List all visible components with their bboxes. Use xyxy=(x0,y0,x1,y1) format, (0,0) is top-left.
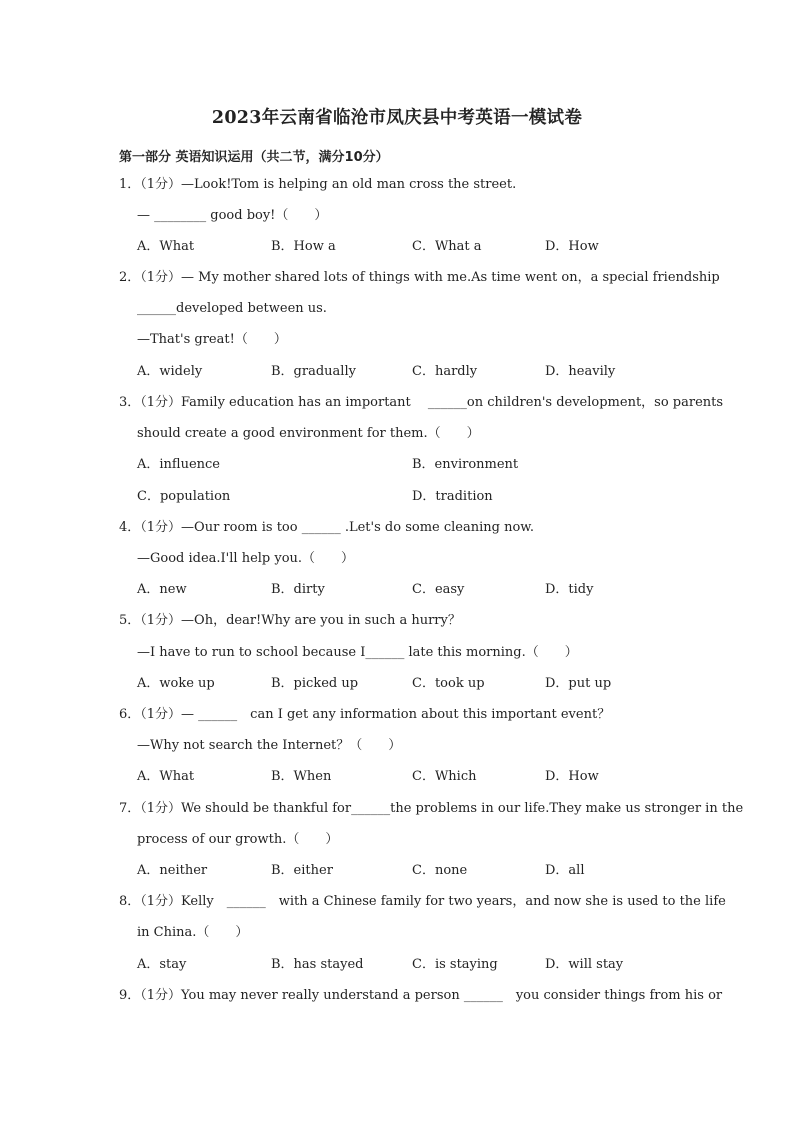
question-stem: 9．（1分）You may never really understand a person ______ you consider things from his or xyxy=(119,988,723,1003)
answer-option: C．population xyxy=(137,489,231,504)
question-line: ______developed between us. xyxy=(137,301,327,316)
answer-option: D．all xyxy=(545,863,585,878)
answer-option: B．either xyxy=(271,863,333,878)
question-line: —I have to run to school because I______ late this morning.（ ） xyxy=(137,645,578,660)
page-title: 2023年云南省临沧市凤庆县中考英语一模试卷 xyxy=(211,108,583,128)
answer-option: D．tradition xyxy=(412,489,493,504)
answer-option: C．easy xyxy=(412,582,465,597)
answer-option: A．widely xyxy=(137,364,203,379)
question-stem: 1．（1分）—Look!Tom is helping an old man cross the street. xyxy=(119,177,517,192)
answer-option: C．hardly xyxy=(412,364,478,379)
answer-option: C．Which xyxy=(412,769,477,784)
question-line: in China.（ ） xyxy=(137,925,249,940)
answer-option: C．none xyxy=(412,863,468,878)
answer-option: D．tidy xyxy=(545,582,594,597)
answer-option: D．How xyxy=(545,239,599,254)
answer-option: A．What xyxy=(137,239,195,254)
question-stem: 7．（1分）We should be thankful for______the problems in our life.They make us stronger in the xyxy=(119,801,744,816)
question-line: —Good idea.I'll help you.（ ） xyxy=(137,551,355,566)
answer-option: A．neither xyxy=(137,863,208,878)
answer-option: B．How a xyxy=(271,239,336,254)
answer-option: C．is staying xyxy=(412,957,498,972)
section-heading: 第一部分 英语知识运用（共二节，满分10分） xyxy=(119,150,389,165)
answer-option: D．heavily xyxy=(545,364,616,379)
question-line: should create a good environment for them.（ ） xyxy=(137,426,480,441)
answer-option: B．environment xyxy=(412,457,519,472)
question-stem: 4．（1分）—Our room is too ______ .Let's do some cleaning now. xyxy=(119,520,534,535)
question-stem: 3．（1分）Family education has an important ______on children's development，so parents xyxy=(119,395,724,410)
answer-option: B．picked up xyxy=(271,676,359,691)
answer-option: D．put up xyxy=(545,676,612,691)
answer-option: B．has stayed xyxy=(271,957,364,972)
answer-option: D．How xyxy=(545,769,599,784)
answer-option: A．influence xyxy=(137,457,221,472)
question-line: —That's great!（ ） xyxy=(137,332,287,347)
question-stem: 2．（1分）— My mother shared lots of things with me.As time went on，a special friendship xyxy=(119,270,720,285)
question-stem: 8．（1分）Kelly ______ with a Chinese family for two years，and now she is used to the life xyxy=(119,894,726,909)
answer-option: A．What xyxy=(137,769,195,784)
question-line: process of our growth.（ ） xyxy=(137,832,339,847)
answer-option: C．took up xyxy=(412,676,485,691)
answer-option: C．What a xyxy=(412,239,482,254)
answer-option: B．When xyxy=(271,769,332,784)
answer-option: B．dirty xyxy=(271,582,325,597)
question-line: — ________ good boy!（ ） xyxy=(137,208,328,223)
answer-option: A．stay xyxy=(137,957,187,972)
question-stem: 6．（1分）— ______ can I get any information about this important event？ xyxy=(119,707,611,722)
question-stem: 5．（1分）—Oh，dear!Why are you in such a hurry？ xyxy=(119,613,461,628)
question-line: —Why not search the Internet？（ ） xyxy=(137,738,402,753)
answer-option: A．new xyxy=(137,582,187,597)
answer-option: B．gradually xyxy=(271,364,356,379)
answer-option: D．will stay xyxy=(545,957,624,972)
answer-option: A．woke up xyxy=(137,676,215,691)
